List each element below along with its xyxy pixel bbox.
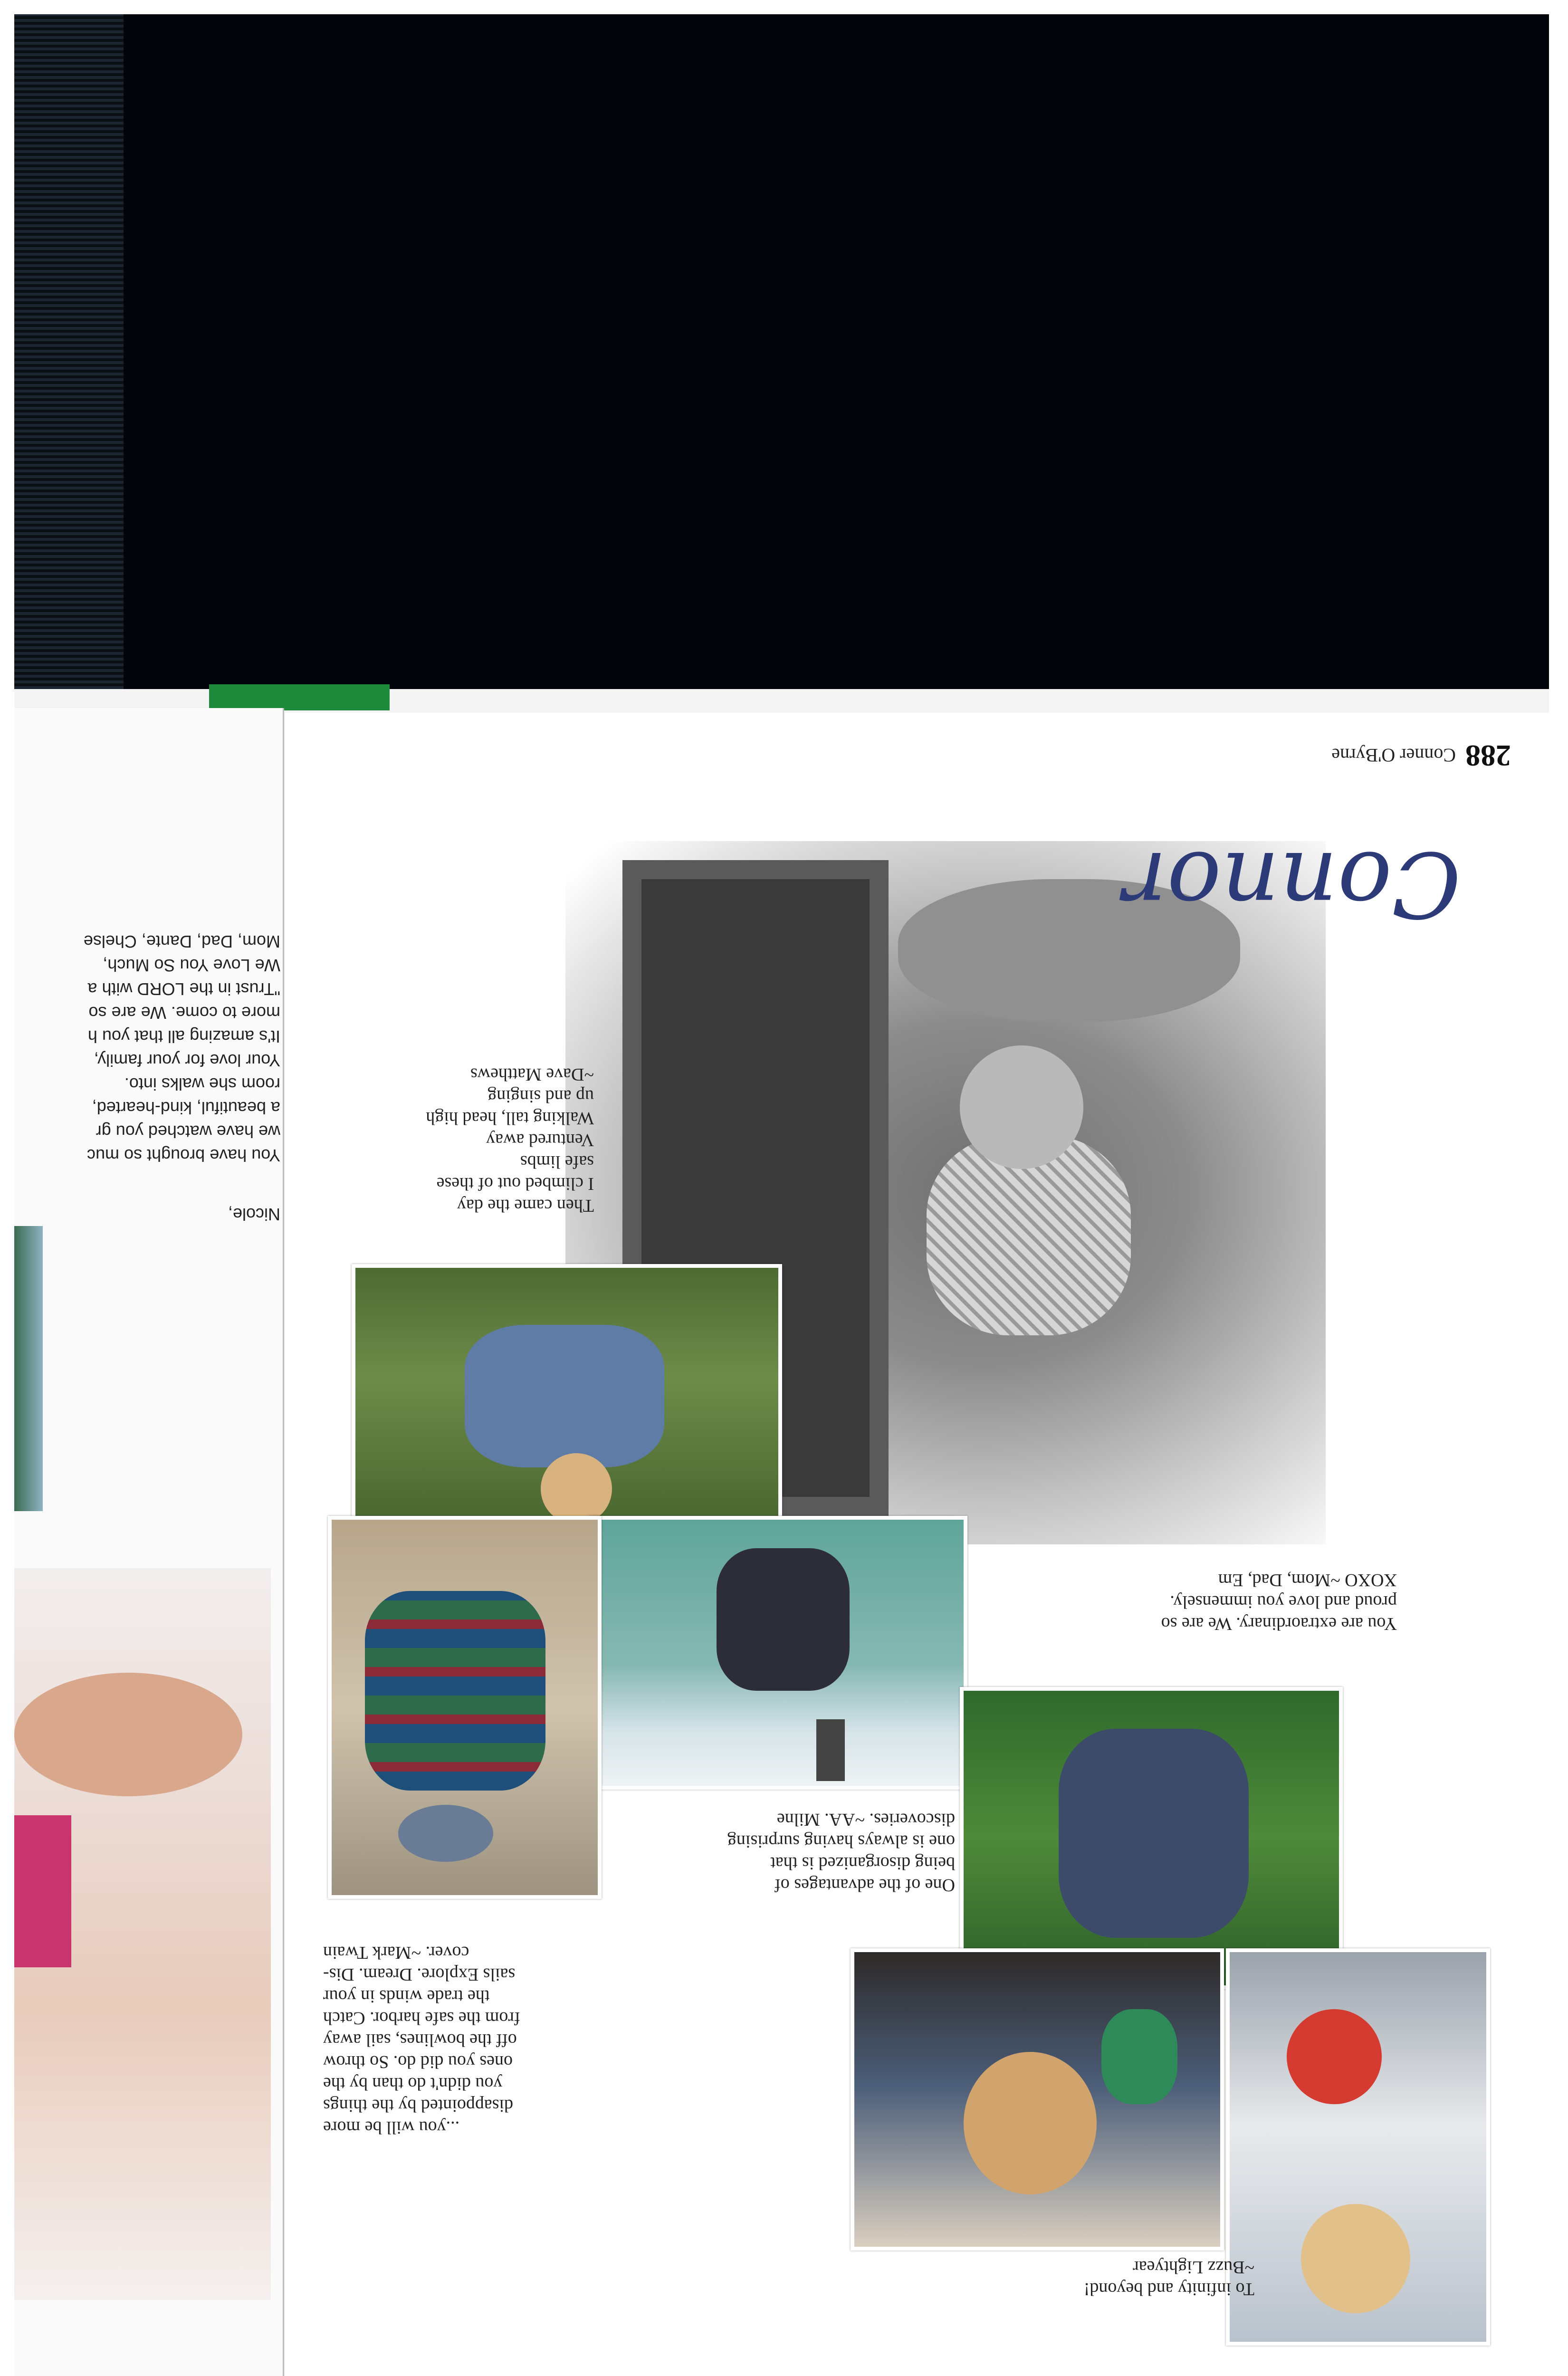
page-title: Connor xyxy=(1124,832,1461,937)
hat-shape xyxy=(398,1805,493,1862)
caption-dave-matthews: Then came the day I climbed out of these safe limbs Ventured away Walking tall, head high up and singing ~Dave Matthews xyxy=(426,1064,594,1216)
sweater-shape xyxy=(365,1591,545,1791)
photo-toddler-with-toy xyxy=(1226,1948,1490,2346)
sunglasses-face-shape xyxy=(964,2052,1097,2194)
bridge-tower xyxy=(816,1719,845,1781)
student-page xyxy=(285,713,1549,2376)
swimsuit-shape xyxy=(14,1815,71,1967)
swimmer-photo xyxy=(14,1568,271,2300)
yearbook-back-cover xyxy=(14,14,1549,689)
caption-parents: You are extraordinary. We are so proud and love you immensely. XOXO ~Mom, Dad, Em xyxy=(1161,1570,1397,1634)
caption-milne: One of the advantages of being disorganized is that one is always having surprising discoveries. ~AA. Milne xyxy=(727,1810,955,1895)
caption-mark-twain: ...you will be more disappointed by the things you didn't do than by the ones you did do. So throw off the bowlines, sail away from the safe harbor. Catch the trade winds in your sails Explore. Dream. Dis- cover. ~Mark Twain xyxy=(323,1943,520,2137)
jacket-shape xyxy=(465,1325,664,1467)
arm-shape xyxy=(14,1673,242,1796)
face-shape xyxy=(960,1045,1083,1169)
child-shape xyxy=(1101,2009,1177,2104)
page-number: 288 xyxy=(1465,739,1511,773)
toy-shape xyxy=(1287,2009,1382,2104)
left-facing-page xyxy=(14,708,284,2376)
photo-kid-with-stick xyxy=(352,1264,782,1547)
photo-family-garden xyxy=(960,1687,1343,1989)
family-group-shape xyxy=(1059,1729,1249,1938)
student-name: Conner O'Byrne xyxy=(1331,745,1456,766)
caption-buzz-lightyear: To infinity and beyond! ~Buzz Lightyear xyxy=(1083,2257,1254,2299)
cover-edge-stripes xyxy=(14,14,124,689)
head-shape xyxy=(541,1453,612,1524)
photo-boy-on-steps xyxy=(328,1516,602,1899)
toddler-head-shape xyxy=(1301,2204,1410,2313)
photo-golden-gate-bridge xyxy=(589,1516,967,1790)
left-page-letter xyxy=(0,889,280,1250)
letter-greeting: Nicole, xyxy=(228,1205,280,1224)
two-people-shape xyxy=(717,1548,850,1691)
water-photo-strip xyxy=(14,1226,43,1511)
green-spine-tape xyxy=(209,684,390,710)
page-header xyxy=(1202,737,1511,775)
letter-body: You have brought so muc we have watched you gr a beautiful, kind-hearted, room she walks into. Your love for your family, It's amazing all that you h more to come. We are so "Trust in the LORD with a We Love You So Much, Mom, Dad, Dante, Chelse xyxy=(83,932,280,1165)
photo-mom-with-sunglasses xyxy=(851,1948,1224,2251)
